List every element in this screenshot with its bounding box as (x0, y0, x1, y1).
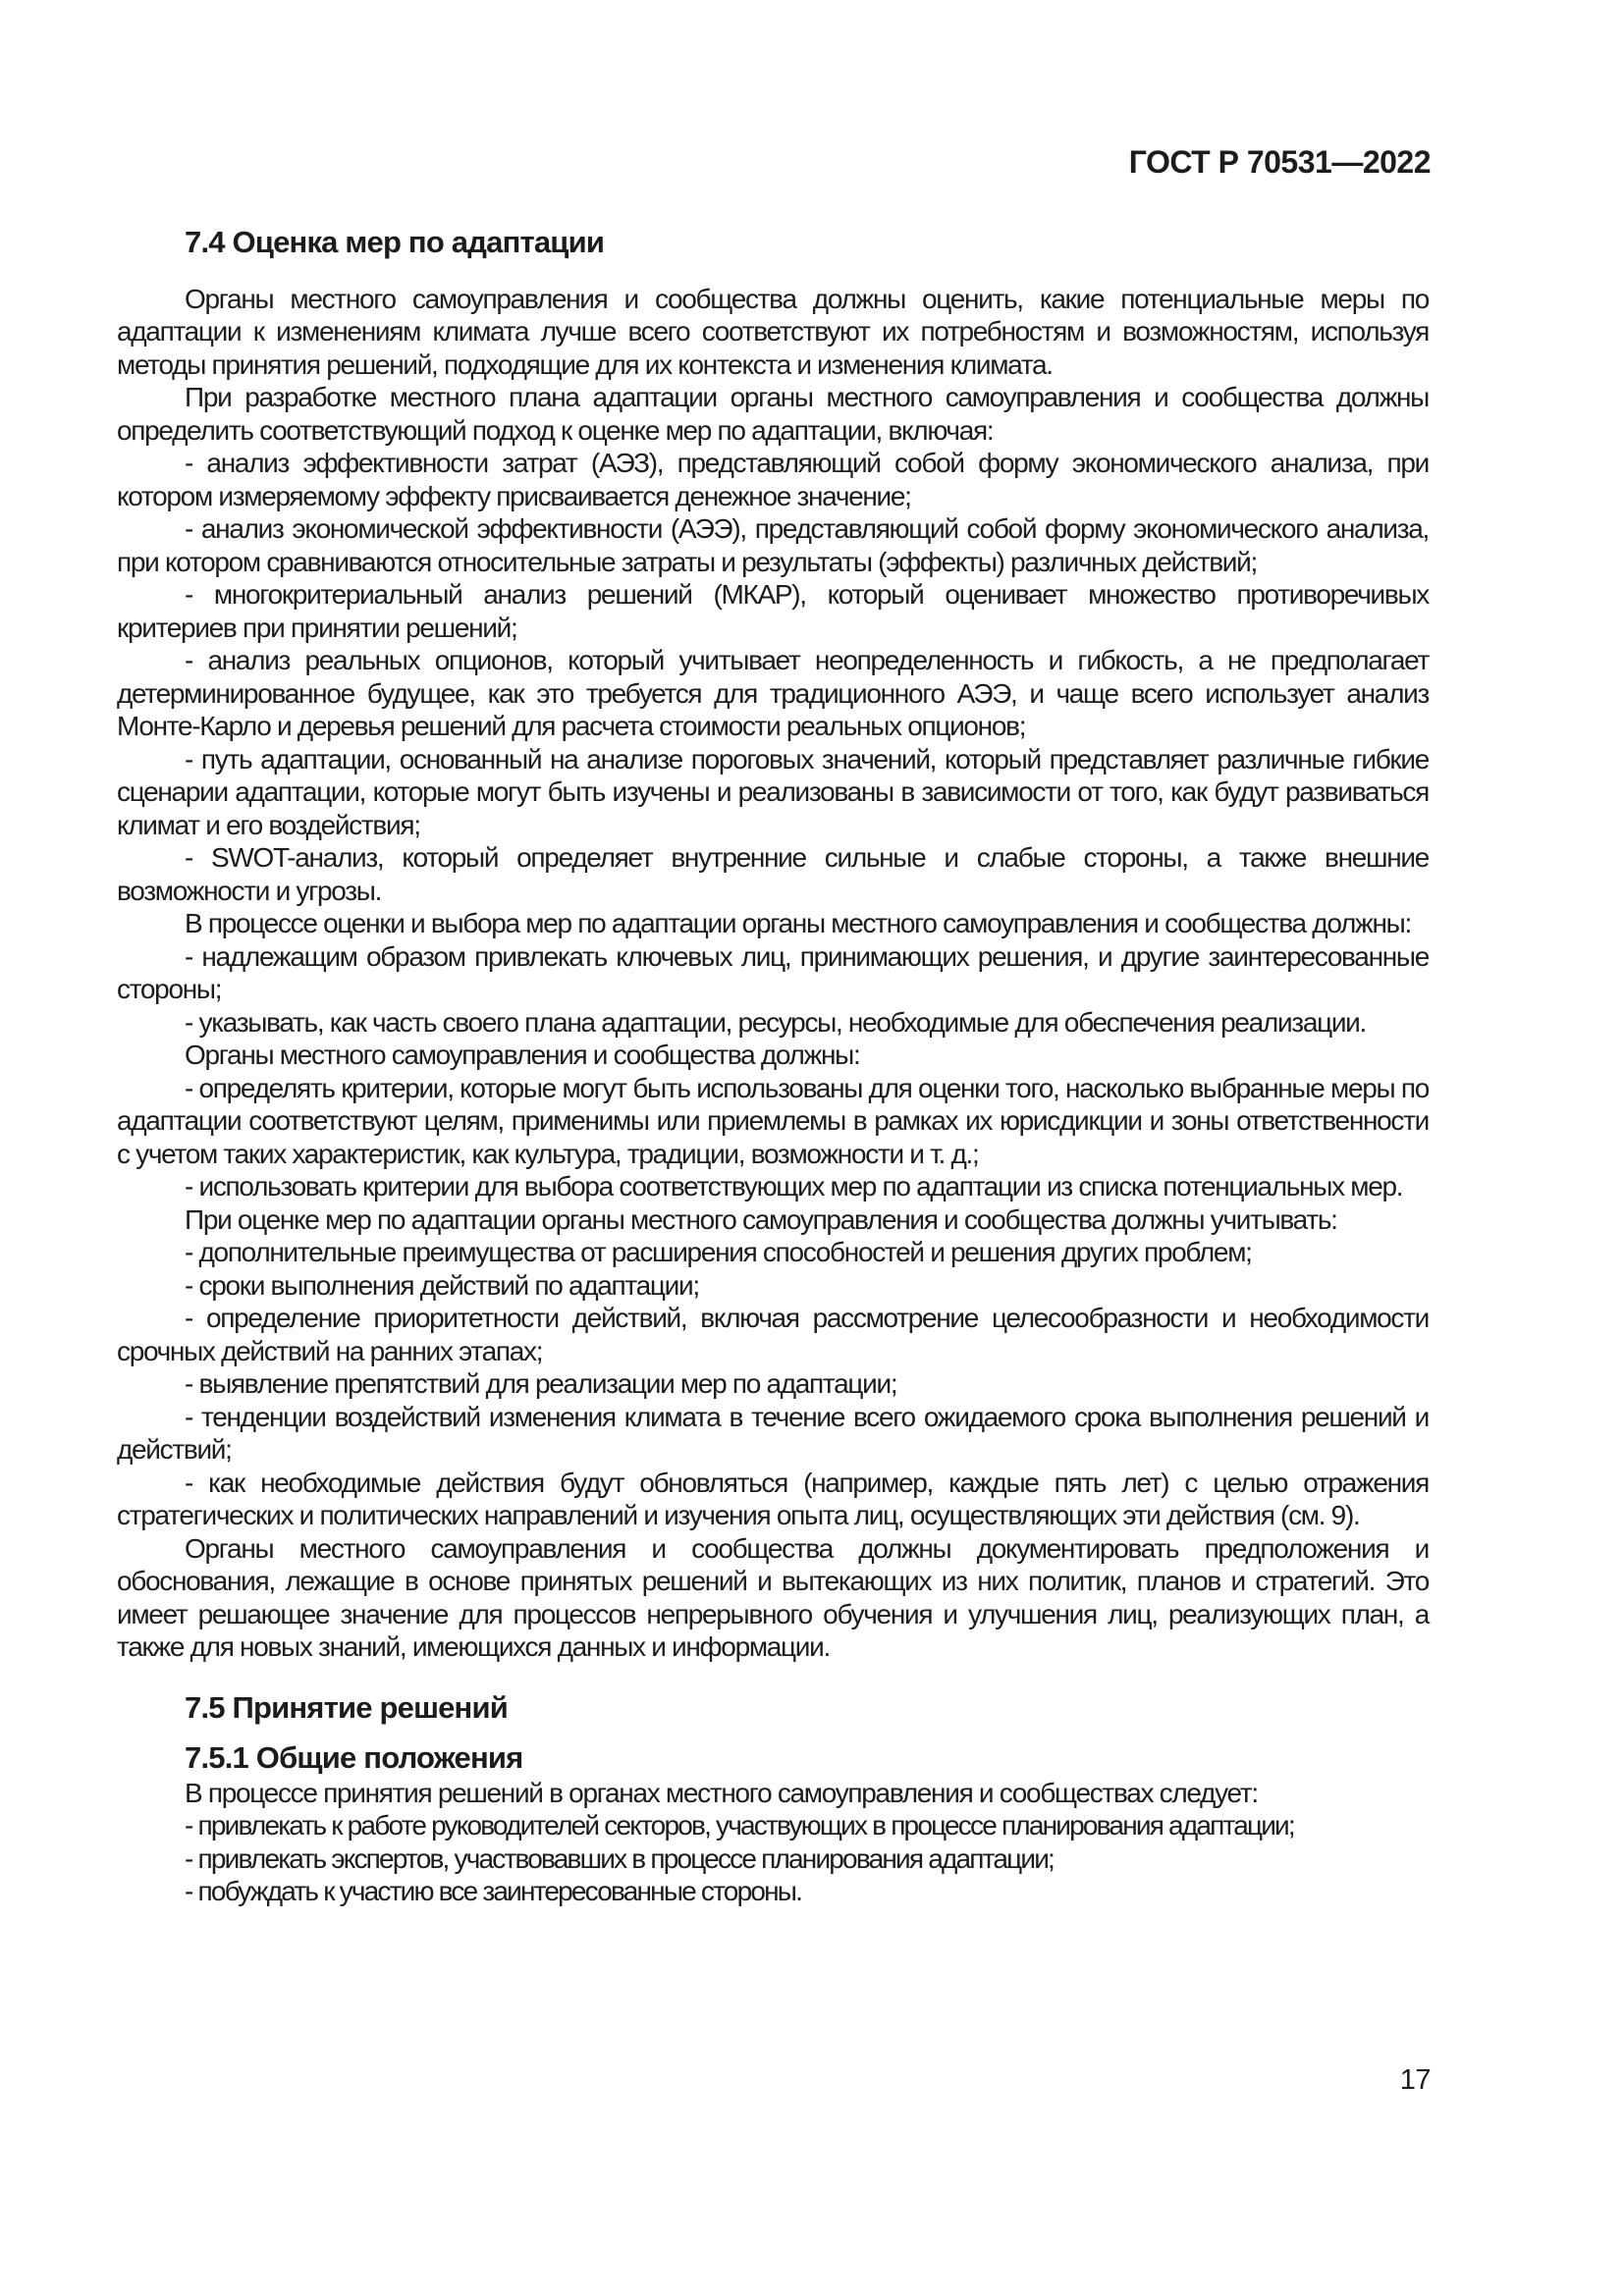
list-item: - SWOT-анализ, который определяет внутренние сильные и слабые стороны, а также внешние возможности и угрозы. (117, 842, 1429, 906)
paragraph: Органы местного самоуправления и сообщества должны: (185, 1040, 860, 1070)
list-item: - сроки выполнения действий по адаптации; (185, 1269, 699, 1301)
paragraph: В процессе оценки и выбора мер по адаптации органы местного самоуправления и сообщества должны: (185, 908, 1411, 938)
paragraph: Органы местного самоуправления и сообщества должны документировать предположения и обоснования, лежащие в основе принятых решений и вытекающих из них политик, планов и стратегий. Это имеет решающее значение для процессов непрерывного обучения и улучшения лиц, реализующих план, а также для новых знаний, имеющихся данных и информации. (117, 1532, 1429, 1662)
list-item: - привлекать к работе руководителей секторов, участвующих в процессе планирования адаптации; (185, 1810, 1294, 1841)
paragraph: При оценке мер по адаптации органы местного самоуправления и сообщества должны учитывать: (185, 1203, 1337, 1235)
list-item: - путь адаптации, основанный на анализе пороговых значений, который представляет различные гибкие сценарии адаптации, которые могут быть изучены и реализованы в зависимости от того, как будут развиваться климат и его воздействия; (117, 743, 1429, 840)
list-item: - указывать, как часть своего плана адаптации, ресурсы, необходимые для обеспечения реализации. (185, 1006, 1366, 1038)
list-item: - анализ эффективности затрат (АЭЗ), представляющий собой форму экономического анализа, при котором измеряемому эффекту присваивается денежное значение; (117, 448, 1429, 511)
list-item: - тенденции воздействий изменения климата в течение всего ожидаемого срока выполнения решений и действий; (117, 1401, 1429, 1465)
page-number: 17 (1399, 2064, 1431, 2096)
list-item: - анализ экономической эффективности (АЭЭ), представляющий собой форму экономического анализа, при котором сравниваются относительные затраты и результаты (эффекты) различных действий; (117, 513, 1429, 577)
list-item: - многокритериальный анализ решений (МКАР), который оценивает множество противоречивых критериев при принятии решений; (117, 579, 1429, 643)
list-item: - побуждать к участию все заинтересованные стороны. (185, 1876, 802, 1906)
list-item: - определение приоритетности действий, включая рассмотрение целесообразности и необходимости срочных действий на ранних этапах; (117, 1303, 1429, 1366)
list-item: - надлежащим образом привлекать ключевых лиц, принимающих решения, и другие заинтересованные стороны; (117, 940, 1429, 1004)
list-item: - привлекать экспертов, участвовавших в процессе планирования адаптации; (185, 1842, 1055, 1874)
list-item: - выявление препятствий для реализации мер по адаптации; (185, 1368, 897, 1399)
section-heading: 7.5.1 Общие положения (185, 1740, 523, 1775)
list-item: - дополнительные преимущества от расширения способностей и решения других проблем; (185, 1237, 1252, 1267)
section-heading: 7.4 Оценка мер по адаптации (185, 225, 605, 259)
document-code-header: ГОСТ Р 70531—2022 (1128, 144, 1431, 180)
paragraph: Органы местного самоуправления и сообщества должны оценить, какие потенциальные меры по адаптации к изменениям климата лучше всего соответствуют их потребностям и возможностям, используя методы принятия решений, подходящие для их контекста и изменения климата. (117, 283, 1429, 380)
list-item: - анализ реальных опционов, который учитывает неопределенность и гибкость, а не предполагает детерминированное будущее, как это требуется для традиционного АЭЭ, и чаще всего использует анализ Монте-Карло и деревья решений для расчета стоимости реальных опционов; (117, 645, 1429, 741)
paragraph: При разработке местного плана адаптации органы местного самоуправления и сообщества должны определить соответствующий подход к оценке мер по адаптации, включая: (117, 382, 1429, 446)
list-item: - использовать критерии для выбора соответствующих мер по адаптации из списка потенциальных мер. (185, 1171, 1403, 1201)
list-item: - как необходимые действия будут обновляться (например, каждые пять лет) с целью отражения стратегических и политических направлений и изучения опыта лиц, осуществляющих эти действия (см. 9). (117, 1467, 1429, 1530)
section-heading: 7.5 Принятие решений (185, 1689, 508, 1725)
text-block (117, 226, 1429, 1908)
list-item: - определять критерии, которые могут быть использованы для оценки того, насколько выбранные меры по адаптации соответствуют целям, применимы или приемлемы в рамках их юрисдикции и зоны ответственности с учетом таких характеристик, как культура, традиции, возможности и т. д.; (117, 1072, 1429, 1169)
paragraph: В процессе принятия решений в органах местного самоуправления и сообществах следует: (185, 1777, 1258, 1808)
